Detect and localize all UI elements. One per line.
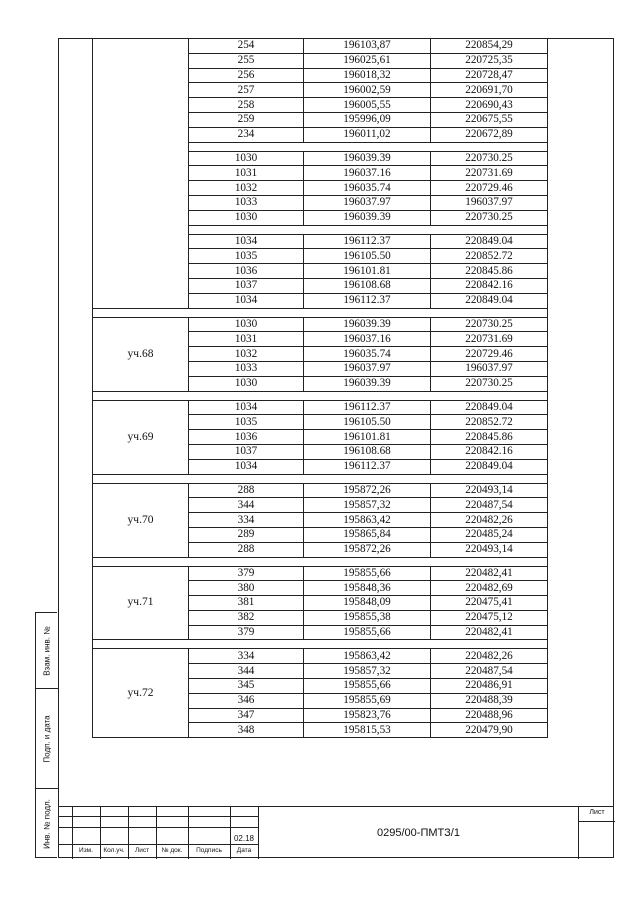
coord-x: 195855,66 <box>304 625 431 640</box>
coord-y: 220849.04 <box>431 293 548 308</box>
coord-x: 196037.97 <box>304 195 431 210</box>
coord-x: 195863,42 <box>304 649 431 664</box>
coord-x: 196105.50 <box>304 415 431 430</box>
coord-x: 196108.68 <box>304 444 431 459</box>
coord-y: 196037.97 <box>431 361 548 376</box>
point-number: 1033 <box>189 195 304 210</box>
point-number: 288 <box>189 542 304 557</box>
side-cell-podp <box>36 689 58 789</box>
coord-y: 220730.25 <box>431 151 548 166</box>
coord-y: 220730.25 <box>431 210 548 225</box>
coord-x: 196011,02 <box>304 127 431 142</box>
coord-x: 196039.39 <box>304 210 431 225</box>
coord-x: 196039.39 <box>304 151 431 166</box>
group-separator <box>93 474 548 483</box>
coord-y: 220852.72 <box>431 415 548 430</box>
coord-x: 196035.74 <box>304 347 431 362</box>
coord-x: 195855,66 <box>304 679 431 694</box>
coord-y: 220730.25 <box>431 317 548 332</box>
plot-label: уч.70 <box>93 483 189 557</box>
point-number: 258 <box>189 98 304 113</box>
coord-y: 220849.04 <box>431 234 548 249</box>
coord-y: 220729.46 <box>431 347 548 362</box>
point-number: 255 <box>189 53 304 68</box>
coord-x: 196112.37 <box>304 234 431 249</box>
plot-label: уч.69 <box>93 400 189 474</box>
coord-y: 220845.86 <box>431 430 548 445</box>
coord-y: 220487,54 <box>431 498 548 513</box>
table-row <box>93 317 548 332</box>
coord-x: 196112.37 <box>304 459 431 474</box>
coord-x: 196101.81 <box>304 264 431 279</box>
point-number: 1034 <box>189 293 304 308</box>
coord-x: 195815,53 <box>304 723 431 738</box>
point-number: 1034 <box>189 234 304 249</box>
coord-y: 220731.69 <box>431 166 548 181</box>
table-row <box>93 400 548 415</box>
sheet-number-cell <box>578 807 614 859</box>
point-number: 346 <box>189 693 304 708</box>
coord-y: 220482,41 <box>431 566 548 581</box>
side-label-podp: Подп. и дата <box>42 714 52 763</box>
point-number: 289 <box>189 527 304 542</box>
coord-y: 220485,24 <box>431 527 548 542</box>
coord-y: 220731.69 <box>431 332 548 347</box>
plot-label <box>93 39 189 309</box>
blank-row <box>189 142 548 151</box>
coord-x: 196108.68 <box>304 278 431 293</box>
coord-y: 220475,41 <box>431 596 548 611</box>
coord-y: 220730.25 <box>431 376 548 391</box>
point-number: 1037 <box>189 278 304 293</box>
point-number: 1037 <box>189 444 304 459</box>
table-row <box>93 483 548 498</box>
coord-x: 196037.16 <box>304 166 431 181</box>
coord-y: 220725,35 <box>431 53 548 68</box>
coord-x: 196035.74 <box>304 181 431 196</box>
coord-x: 195855,38 <box>304 610 431 625</box>
side-cell-inv <box>36 789 58 859</box>
coord-y: 220475,12 <box>431 610 548 625</box>
table-row <box>93 39 548 54</box>
sheet-label: Лист <box>589 809 605 816</box>
coord-y: 220729.46 <box>431 181 548 196</box>
coord-x: 195857,32 <box>304 498 431 513</box>
point-number: 1035 <box>189 249 304 264</box>
plot-label: уч.68 <box>93 317 189 391</box>
header-signature: Подпись <box>196 847 222 854</box>
coord-x: 195823,76 <box>304 708 431 723</box>
coord-x: 195855,69 <box>304 693 431 708</box>
header-izm: Изм. <box>79 847 93 854</box>
point-number: 1036 <box>189 430 304 445</box>
coord-y: 220852.72 <box>431 249 548 264</box>
coord-x: 195872,26 <box>304 542 431 557</box>
coord-y: 220845.86 <box>431 264 548 279</box>
coord-y: 220488,39 <box>431 693 548 708</box>
coord-x: 196018,32 <box>304 68 431 83</box>
point-number: 257 <box>189 83 304 98</box>
coord-x: 195848,36 <box>304 581 431 596</box>
coord-y: 220487,54 <box>431 664 548 679</box>
coord-y: 220493,14 <box>431 483 548 498</box>
coord-y: 220672,89 <box>431 127 548 142</box>
date-value: 02.18 <box>233 834 255 843</box>
header-date: Дата <box>236 847 252 854</box>
point-number: 1030 <box>189 210 304 225</box>
point-number: 1036 <box>189 264 304 279</box>
point-number: 344 <box>189 498 304 513</box>
coord-y: 220479,90 <box>431 723 548 738</box>
point-number: 381 <box>189 596 304 611</box>
point-number: 347 <box>189 708 304 723</box>
group-separator <box>93 308 548 317</box>
table-row <box>93 649 548 664</box>
coord-x: 195863,42 <box>304 513 431 528</box>
plot-label: уч.72 <box>93 649 189 738</box>
coord-y: 220690,43 <box>431 98 548 113</box>
point-number: 348 <box>189 723 304 738</box>
header-kol-uch: Кол.уч. <box>103 847 125 854</box>
coord-x: 195865,84 <box>304 527 431 542</box>
coord-x: 196105.50 <box>304 249 431 264</box>
coord-x: 196037.16 <box>304 332 431 347</box>
coord-y: 220854,29 <box>431 39 548 54</box>
blank-row <box>189 225 548 234</box>
coord-y: 196037.97 <box>431 195 548 210</box>
coord-x: 195855,66 <box>304 566 431 581</box>
point-number: 1035 <box>189 415 304 430</box>
side-label-inv: Инв. № подл. <box>42 799 52 849</box>
coord-x: 196039.39 <box>304 376 431 391</box>
point-number: 382 <box>189 610 304 625</box>
coord-x: 196101.81 <box>304 430 431 445</box>
plot-label: уч.71 <box>93 566 189 640</box>
point-number: 334 <box>189 649 304 664</box>
point-number: 1030 <box>189 151 304 166</box>
coord-x: 195848,09 <box>304 596 431 611</box>
point-number: 259 <box>189 112 304 127</box>
point-number: 256 <box>189 68 304 83</box>
point-number: 1031 <box>189 332 304 347</box>
coord-y: 220842.16 <box>431 444 548 459</box>
coord-y: 220482,69 <box>431 581 548 596</box>
coord-y: 220493,14 <box>431 542 548 557</box>
group-separator <box>93 391 548 400</box>
coord-x: 196002,59 <box>304 83 431 98</box>
group-separator <box>93 640 548 649</box>
point-number: 1034 <box>189 459 304 474</box>
coord-x: 196025,61 <box>304 53 431 68</box>
coord-y: 220849.04 <box>431 459 548 474</box>
point-number: 234 <box>189 127 304 142</box>
document-code: 0295/00-ПМТЗ/1 <box>258 807 578 859</box>
point-number: 380 <box>189 581 304 596</box>
coord-x: 196005,55 <box>304 98 431 113</box>
coord-x: 195872,26 <box>304 483 431 498</box>
point-number: 1031 <box>189 166 304 181</box>
point-number: 1030 <box>189 376 304 391</box>
coord-x: 196039.39 <box>304 317 431 332</box>
coord-y: 220482,41 <box>431 625 548 640</box>
title-block <box>58 806 614 858</box>
point-number: 334 <box>189 513 304 528</box>
point-number: 379 <box>189 625 304 640</box>
coord-y: 220675,55 <box>431 112 548 127</box>
point-number: 1030 <box>189 317 304 332</box>
side-stamp <box>35 612 57 858</box>
coord-x: 196037.97 <box>304 361 431 376</box>
point-number: 254 <box>189 39 304 54</box>
coord-y: 220486,91 <box>431 679 548 694</box>
group-separator <box>93 557 548 566</box>
coord-x: 195857,32 <box>304 664 431 679</box>
point-number: 345 <box>189 679 304 694</box>
point-number: 1032 <box>189 181 304 196</box>
table-row <box>93 566 548 581</box>
coord-x: 196112.37 <box>304 400 431 415</box>
point-number: 288 <box>189 483 304 498</box>
header-doc-no: № док. <box>161 847 183 854</box>
coord-y: 220849.04 <box>431 400 548 415</box>
header-list: Лист <box>134 847 150 854</box>
side-label-vzam: Взам. инв. № <box>42 625 52 676</box>
point-number: 379 <box>189 566 304 581</box>
coord-x: 196112.37 <box>304 293 431 308</box>
point-number: 344 <box>189 664 304 679</box>
side-cell-vzam <box>36 613 58 689</box>
revision-grid <box>58 807 258 859</box>
coord-y: 220482,26 <box>431 513 548 528</box>
point-number: 1032 <box>189 347 304 362</box>
coordinates-table <box>92 38 548 738</box>
coord-y: 220482,26 <box>431 649 548 664</box>
coord-y: 220728,47 <box>431 68 548 83</box>
point-number: 1033 <box>189 361 304 376</box>
coord-y: 220842.16 <box>431 278 548 293</box>
coord-x: 196103,87 <box>304 39 431 54</box>
point-number: 1034 <box>189 400 304 415</box>
coord-y: 220488,96 <box>431 708 548 723</box>
coord-y: 220691,70 <box>431 83 548 98</box>
coord-x: 195996,09 <box>304 112 431 127</box>
